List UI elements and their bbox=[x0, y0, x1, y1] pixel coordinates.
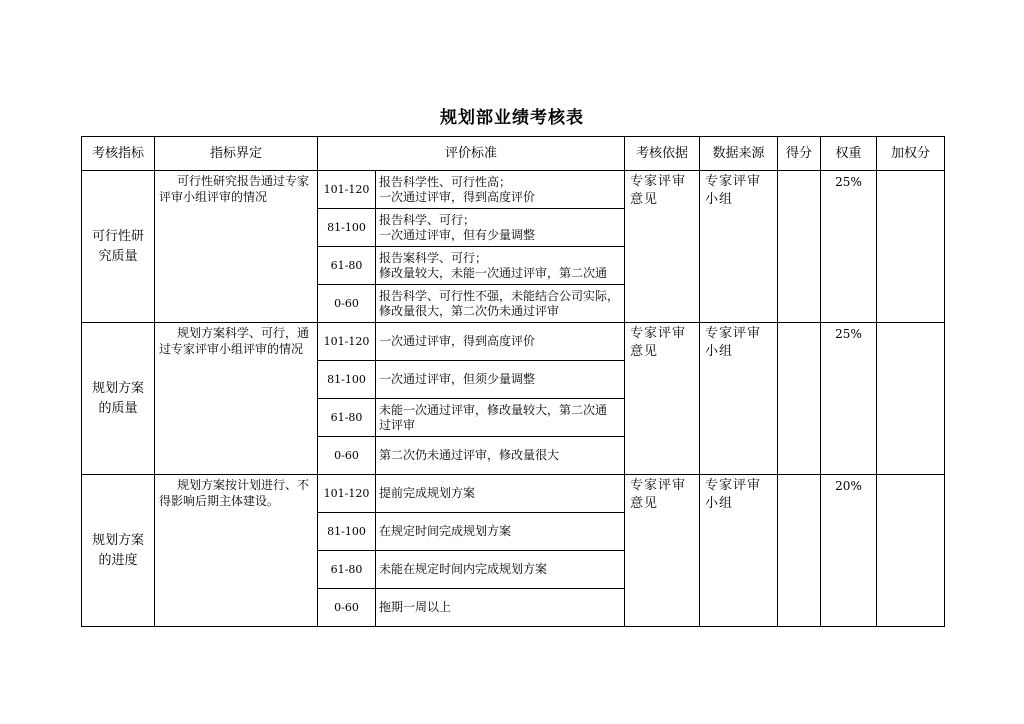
score-range-cell: 61-80 bbox=[318, 247, 376, 285]
weight-cell: 25% bbox=[821, 171, 877, 323]
criteria-desc-cell: 在规定时间完成规划方案 bbox=[376, 513, 625, 551]
criteria-desc-cell: 报告案科学、可行； 修改量较大，未能一次通过评审，第二次通 bbox=[376, 247, 625, 285]
weighted-cell bbox=[877, 171, 945, 323]
criteria-desc-cell: 拖期一周以上 bbox=[376, 589, 625, 627]
score-range-cell: 61-80 bbox=[318, 399, 376, 437]
basis-cell: 专家评审意见 bbox=[625, 323, 700, 475]
weight-cell: 25% bbox=[821, 323, 877, 475]
header-source: 数据来源 bbox=[700, 137, 778, 171]
table-row bbox=[82, 475, 945, 513]
header-basis: 考核依据 bbox=[625, 137, 700, 171]
document-title: 规划部业绩考核表 bbox=[440, 108, 584, 128]
score-range-cell: 61-80 bbox=[318, 551, 376, 589]
definition-cell: 可行性研究报告通过专家评审小组评审的情况 bbox=[155, 171, 318, 323]
criteria-desc-cell: 一次通过评审，但须少量调整 bbox=[376, 361, 625, 399]
score-range-cell: 81-100 bbox=[318, 209, 376, 247]
header-weight: 权重 bbox=[821, 137, 877, 171]
score-cell bbox=[778, 475, 821, 627]
source-cell: 专家评审小组 bbox=[700, 323, 778, 475]
indicator-cell: 可行性研究质量 bbox=[82, 171, 155, 323]
header-indicator: 考核指标 bbox=[82, 137, 155, 171]
criteria-desc-cell: 未能一次通过评审，修改量较大，第二次通 过评审 bbox=[376, 399, 625, 437]
weighted-cell bbox=[877, 323, 945, 475]
indicator-cell: 规划方案的进度 bbox=[82, 475, 155, 627]
header-definition: 指标界定 bbox=[155, 137, 318, 171]
score-cell bbox=[778, 323, 821, 475]
basis-cell: 专家评审意见 bbox=[625, 475, 700, 627]
header-criteria: 评价标准 bbox=[318, 137, 625, 171]
indicator-cell: 规划方案的质量 bbox=[82, 323, 155, 475]
score-range-cell: 0-60 bbox=[318, 589, 376, 627]
definition-cell: 规划方案科学、可行，通过专家评审小组评审的情况 bbox=[155, 323, 318, 475]
table-row bbox=[82, 323, 945, 361]
criteria-desc-cell: 第二次仍未通过评审，修改量很大 bbox=[376, 437, 625, 475]
score-range-cell: 0-60 bbox=[318, 285, 376, 323]
weight-cell: 20% bbox=[821, 475, 877, 627]
source-cell: 专家评审小组 bbox=[700, 475, 778, 627]
header-score: 得分 bbox=[778, 137, 821, 171]
criteria-desc-cell: 一次通过评审，得到高度评价 bbox=[376, 323, 625, 361]
score-range-cell: 81-100 bbox=[318, 361, 376, 399]
table-row bbox=[82, 171, 945, 209]
score-range-cell: 101-120 bbox=[318, 323, 376, 361]
criteria-desc-cell: 提前完成规划方案 bbox=[376, 475, 625, 513]
table-body bbox=[82, 171, 945, 627]
criteria-desc-cell: 报告科学、可行； 一次通过评审，但有少量调整 bbox=[376, 209, 625, 247]
score-cell bbox=[778, 171, 821, 323]
source-cell: 专家评审小组 bbox=[700, 171, 778, 323]
table-header-row bbox=[82, 137, 945, 171]
header-weighted: 加权分 bbox=[877, 137, 945, 171]
score-range-cell: 101-120 bbox=[318, 475, 376, 513]
basis-cell: 专家评审意见 bbox=[625, 171, 700, 323]
weighted-cell bbox=[877, 475, 945, 627]
criteria-desc-cell: 报告科学、可行性不强，未能结合公司实际， 修改量很大，第二次仍未通过评审 bbox=[376, 285, 625, 323]
performance-table bbox=[81, 136, 945, 627]
definition-cell: 规划方案按计划进行、不得影响后期主体建设。 bbox=[155, 475, 318, 627]
score-range-cell: 101-120 bbox=[318, 171, 376, 209]
score-range-cell: 81-100 bbox=[318, 513, 376, 551]
criteria-desc-cell: 报告科学性、可行性高； 一次通过评审，得到高度评价 bbox=[376, 171, 625, 209]
criteria-desc-cell: 未能在规定时间内完成规划方案 bbox=[376, 551, 625, 589]
score-range-cell: 0-60 bbox=[318, 437, 376, 475]
